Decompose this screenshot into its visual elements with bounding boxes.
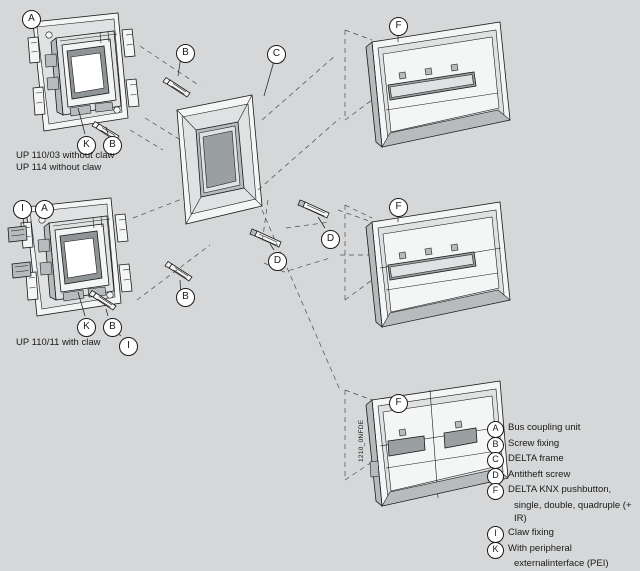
legend-text-k-cont: externalinterface (PEI) [514, 558, 609, 569]
callout-b-bottom-2: B [103, 318, 122, 337]
legend-item-f-cont [487, 499, 637, 526]
caption-up11003: UP 110/03 without claw [16, 150, 115, 161]
legend-text-i: Claw fixing [508, 527, 554, 538]
callout-f-middle: F [389, 198, 408, 217]
legend-text-f: DELTA KNX pushbutton, [508, 484, 612, 495]
legend-text-a: Bus coupling unit [508, 422, 581, 433]
legend-text-b: Screw fixing [508, 437, 560, 449]
legend-bullet-b: B [487, 437, 504, 454]
callout-f-top: F [389, 17, 408, 36]
callout-b-top-2: B [103, 136, 122, 155]
legend-item-k [487, 542, 637, 557]
callout-a-top: A [22, 10, 41, 29]
legend-text-f-cont: single, double, quadruple (+ IR) [514, 499, 632, 524]
legend-text-k: With peripheral [508, 542, 572, 554]
legend-bullet-a: A [487, 421, 504, 438]
callout-b-bottom: B [176, 288, 195, 307]
legend-item-k-cont [487, 557, 637, 571]
legend [487, 421, 637, 571]
pushbutton-double [366, 202, 510, 327]
callout-f-bottom: F [389, 394, 408, 413]
legend-bullet-c: C [487, 452, 504, 469]
antitheft-screw-2 [250, 229, 281, 247]
legend-bullet-d: D [487, 468, 504, 485]
callout-d-2: D [268, 252, 287, 271]
callout-a-bottom: A [35, 200, 54, 219]
callout-i-bottom-1: I [13, 200, 32, 219]
legend-text-c: DELTA frame [508, 453, 564, 464]
screw-fixing-bottom-1 [165, 262, 192, 282]
antitheft-screw-1 [298, 200, 329, 218]
legend-item-a [487, 421, 637, 436]
legend-item-b [487, 437, 637, 452]
legend-bullet-f: F [487, 483, 504, 500]
caption-up11011: UP 110/11 with claw [16, 337, 101, 348]
legend-item-i [487, 526, 637, 541]
bus-coupling-unit-top [28, 13, 139, 131]
legend-item-f [487, 483, 637, 498]
screw-fixing-top-1 [163, 78, 190, 98]
pushbutton-single [366, 22, 510, 147]
callout-k-bottom: K [77, 318, 96, 337]
document-code: 1210_0NFDE [358, 419, 365, 462]
callout-k-top: K [77, 136, 96, 155]
legend-bullet-k: K [487, 542, 504, 559]
legend-item-c [487, 452, 637, 467]
legend-bullet-i: I [487, 526, 504, 543]
callout-i-bottom-2: I [119, 337, 138, 356]
callout-c-frame: C [267, 45, 286, 64]
legend-text-d: Antitheft screw [508, 468, 571, 480]
delta-frame [177, 95, 262, 224]
callout-b-top-1: B [176, 44, 195, 63]
callout-d-1: D [321, 230, 340, 249]
caption-up114: UP 114 without claw [16, 162, 102, 173]
legend-item-d [487, 468, 637, 483]
